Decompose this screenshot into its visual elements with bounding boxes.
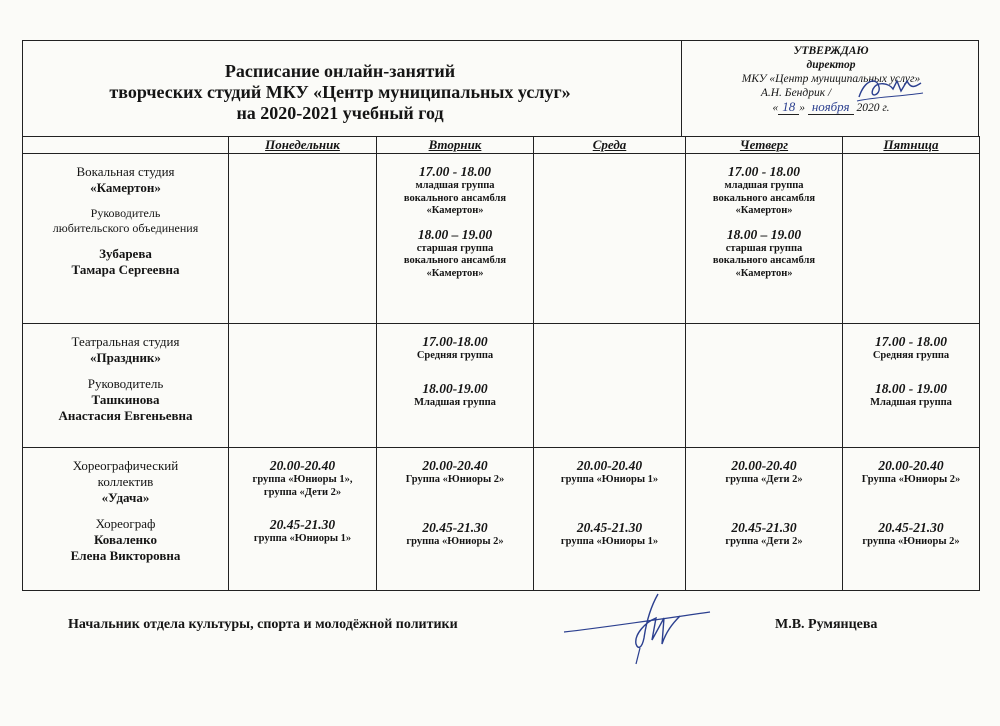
cell-vocal-wed	[534, 154, 686, 324]
schedule-table	[22, 136, 980, 591]
header-corner	[23, 137, 229, 154]
head-signature	[560, 588, 720, 668]
table-row-vocal	[23, 154, 980, 324]
cell-theatre-fri: 17.00 - 18.00 Средняя группа 18.00 - 19.00 Младшая группа	[843, 324, 980, 448]
day-thursday: Четверг	[686, 137, 843, 154]
studio-theatre: Театральная студия «Праздник» Руководитель Ташкинова Анастасия Евгеньевна	[23, 324, 229, 448]
approval-heading: УТВЕРЖДАЮ	[793, 45, 869, 57]
cell-vocal-fri	[843, 154, 980, 324]
date-month-handwritten: ноября	[808, 100, 854, 115]
cell-theatre-tue: 17.00-18.00 Средняя группа 18.00-19.00 Младшая группа	[377, 324, 534, 448]
approval-org: МКУ «Центр муниципальных услуг»	[741, 73, 921, 85]
title-line-3: на 2020-2021 учебный год	[236, 103, 444, 123]
director-signature	[855, 75, 925, 103]
title-line-1: Расписание онлайн-занятий	[224, 61, 456, 81]
cell-theatre-wed	[534, 324, 686, 448]
date-day-handwritten: 18	[778, 100, 799, 115]
day-friday: Пятница	[843, 137, 980, 154]
cell-vocal-mon	[229, 154, 377, 324]
document-title	[40, 61, 640, 124]
table-row-dance	[23, 448, 980, 591]
cell-theatre-thu	[686, 324, 843, 448]
day-header-row	[23, 137, 980, 154]
header-divider	[681, 40, 682, 136]
cell-dance-mon: 20.00-20.40 группа «Юниоры 1», группа «Дети 2» 20.45-21.30 группа «Юниоры 1»	[229, 448, 377, 591]
cell-vocal-thu: 17.00 - 18.00 младшая группа вокального ансамбля «Камертон» 18.00 – 19.00 старшая группа вокального ансамбля «Камертон»	[686, 154, 843, 324]
cell-dance-tue: 20.00-20.40 Группа «Юниоры 2» 20.45-21.30 группа «Юниоры 2»	[377, 448, 534, 591]
cell-dance-thu: 20.00-20.40 группа «Дети 2» 20.45-21.30 группа «Дети 2»	[686, 448, 843, 591]
cell-vocal-tue: 17.00 - 18.00 младшая группа вокального ансамбля «Камертон» 18.00 – 19.00 старшая группа вокального ансамбля «Камертон»	[377, 154, 534, 324]
approval-date: « 18 » ноября 2020 г.	[772, 99, 890, 114]
approval-block	[693, 44, 969, 115]
cell-theatre-mon	[229, 324, 377, 448]
day-monday: Понедельник	[229, 137, 377, 154]
day-wednesday: Среда	[534, 137, 686, 154]
footer-position: Начальник отдела культуры, спорта и молодёжной политики	[68, 617, 458, 632]
cell-dance-fri: 20.00-20.40 Группа «Юниоры 2» 20.45-21.30 группа «Юниоры 2»	[843, 448, 980, 591]
footer-name: М.В. Румянцева	[775, 617, 878, 632]
studio-vocal: Вокальная студия «Камертон» Руководитель любительского объединения Зубарева Тамара Сергеевна	[23, 154, 229, 324]
approval-name: А.Н. Бендрик /	[760, 87, 832, 99]
table-row-theatre	[23, 324, 980, 448]
title-line-2: творческих студий МКУ «Центр муниципальных услуг»	[109, 82, 571, 102]
studio-dance: Хореографический коллектив «Удача» Хореограф Коваленко Елена Викторовна	[23, 448, 229, 591]
approval-position: директор	[806, 59, 856, 71]
cell-dance-wed: 20.00-20.40 группа «Юниоры 1» 20.45-21.30 группа «Юниоры 1»	[534, 448, 686, 591]
day-tuesday: Вторник	[377, 137, 534, 154]
